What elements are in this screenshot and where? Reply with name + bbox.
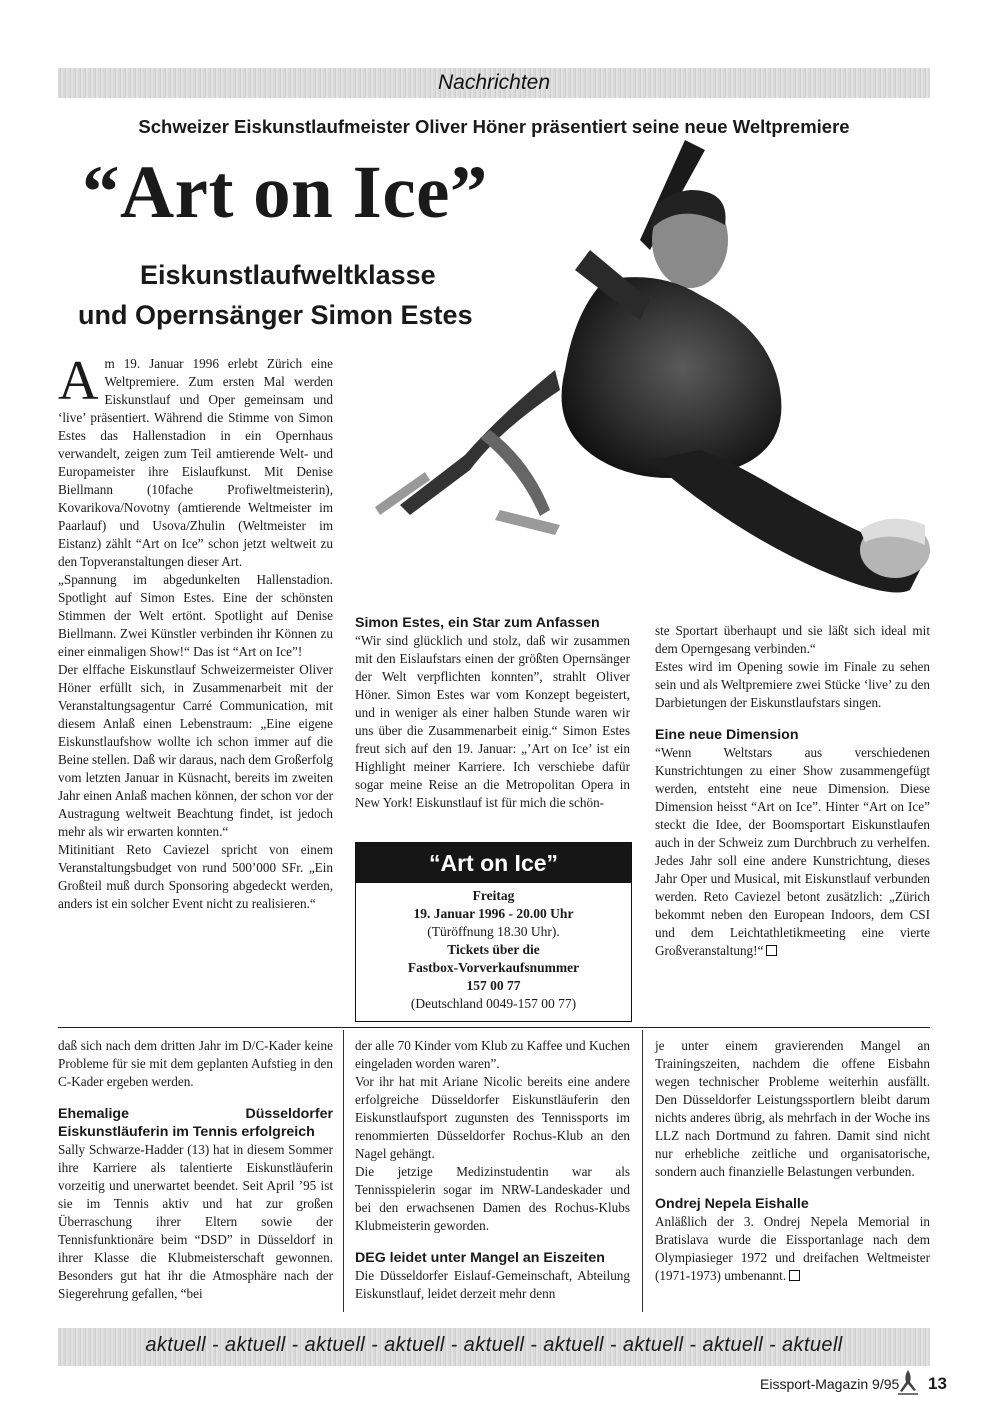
paragraph: Vor ihr hat mit Ariane Nicolic bereits eine andere erfolgreiche Düsseldorfer Eiskunstläuferin den Eiskunstlaufsport zugunsten des Tennissports im renommierten Düsseldorfer Rochus-Klub an den Nagel gehängt.	[355, 1074, 630, 1161]
column-heading: Ehemalige Düsseldorfer Eiskunstläuferin im Tennis erfolgreich	[58, 1106, 333, 1140]
end-mark-icon	[766, 945, 777, 956]
article-column-3	[655, 622, 930, 960]
paragraph: Die jetzige Medizinstudentin war als Tennisspielerin sogar im NRW-Landeskader und bei den erwachsenen Damen des Rochus-Klubs Klubmeisterin geworden.	[355, 1164, 630, 1233]
paragraph: Mitinitiant Reto Caviezel spricht von einem Veranstaltungsbudget von rund 500’000 SFr. „Ein Großteil muß durch Sponsoring abgedeckt werden, anders ist ein solcher Event nicht zu realisieren.“	[58, 842, 333, 911]
paragraph: „Spannung im abgedunkelten Hallenstadion. Spotlight auf Simon Estes. Eine der schönsten Stimmen der Welt ertönt. Spotlight auf Denise Biellmann. Zwei Künstler verbinden ihr Können zu einer einmaligen Show!“ Das ist “Art on Ice”!	[58, 572, 333, 659]
paragraph-text: “Wenn Weltstars aus verschiedenen Kunstrichtungen zu einer Show zusammengefügt werden, entsteht eine neue Dimension. Diese Dimension heisst “Art on Ice”. Hinter “Art on Ice” steckt die Idee, der Boomsportart Eiskunstlaufen auch in der Schweiz zum Durchbruch zu verhelfen. Jedes Jahr soll eine andere Kunstrichtung, dieses Jahr Oper und Musical, mit Eiskunstlauf verbunden werden. Reto Caviezel betont zusätzlich: „Zürich bekommt neben den European Indoors, dem CSI und dem Leichtathletikmeeting eine vierte Großveranstaltung!“	[655, 745, 930, 958]
subtitle-line-1: Eiskunstlaufweltklasse	[140, 260, 436, 290]
drop-cap: A	[58, 350, 99, 412]
skater-logo-icon	[896, 1368, 920, 1396]
section-label: Nachrichten	[437, 71, 551, 94]
paragraph-text: Anläßlich der 3. Ondrej Nepela Memorial in Bratislava wurde die Eissportanlage nach dem Olympiasieger 1972 und dreifachen Weltmeister (1971-1973) umbenannt.	[655, 1214, 930, 1283]
paragraph: Sally Schwarze-Hadder (13) hat in diesem Sommer ihre Karriere als talentierte Eiskunstläuferin vorzeitig und unerwartet beendet. Seit April ’95 ist sie im Tennis aktiv und hat zur großen Überraschung ihrer Eltern sowie der Tennisfunktionäre beim “DSD” in Düsseldorf in ihrer Klasse die Klubmeisterschaft gewonnen. Besonders gut hat ihr die Atmosphäre nach der Siegerehrung gefallen, “bei	[58, 1142, 333, 1301]
lower-column-2	[355, 1037, 630, 1303]
paragraph: Estes wird im Opening sowie im Finale zu sehen sein und als Weltpremiere zwei Stücke ‘live’ zu den Darbietungen der Eiskunstlaufstars singen.	[655, 659, 930, 710]
article-column-2	[355, 614, 630, 812]
box-day: Freitag	[472, 888, 515, 903]
paragraph	[655, 744, 930, 960]
end-mark-icon	[789, 1270, 800, 1281]
box-tickets-2: Fastbox-Vorverkaufsnummer	[407, 960, 580, 975]
box-doors: (Türöffnung 18.30 Uhr).	[427, 924, 560, 939]
event-info-box	[355, 842, 632, 1022]
lower-column-1	[58, 1037, 333, 1303]
paragraph: daß sich nach dem dritten Jahr im D/C-Kader keine Probleme für sie mit dem geplanten Aufstieg in den C-Kader ergeben werden.	[58, 1038, 333, 1089]
footer-banner: aktuell - aktuell - aktuell - aktuell - aktuell - aktuell - aktuell - aktuell - aktuell	[145, 1334, 843, 1356]
subtitle-line-2: und Opernsänger Simon Estes	[78, 300, 473, 330]
magazine-name: Eissport-Magazin 9/95	[760, 1376, 900, 1392]
paragraph: Die Düsseldorfer Eislauf-Gemeinschaft, Abteilung Eiskunstlauf, leidet derzeit mehr denn	[355, 1268, 630, 1301]
box-number: 157 00 77	[466, 978, 521, 993]
section-divider	[58, 1027, 930, 1028]
page-number: 13	[928, 1374, 947, 1393]
kicker: Schweizer Eiskunstlaufmeister Oliver Höner präsentiert seine neue Weltpremiere	[138, 116, 850, 137]
headline: “Art on Ice”	[82, 151, 488, 234]
column-heading: Eine neue Dimension	[655, 727, 799, 743]
box-date: 19. Januar 1996 - 20.00 Uhr	[413, 906, 574, 921]
box-title: “Art on Ice”	[356, 843, 631, 883]
column-heading: Ondrej Nepela Eishalle	[655, 1196, 809, 1212]
paragraph: je unter einem gravierenden Mangel an Trainingszeiten, nachdem die offene Eisbahn wegen technischer Probleme weiterhin ausfällt. Den Düsseldorfer Leistungssportlern bleibt darum nichts anderes übrig, als mehrfach in der Woche ins LLZ nach Dortmund zu fahren. Damit sind nicht nur erhebliche zeitliche und organisatorische, sondern auch finanzielle Belastungen verbunden.	[655, 1038, 930, 1179]
box-germany: (Deutschland 0049-157 00 77)	[410, 996, 577, 1011]
paragraph: “Wir sind glücklich und stolz, daß wir zusammen mit den Eislaufstars einen der größten Opernsänger der Welt verpflichten konnten”, strahlt Oliver Höner. Simon Estes war vom Konzept begeistert, und in weniger als einer halben Stunde waren wir uns über die Zusammenarbeit einig.“ Simon Estes freut sich auf den 19. Januar: „’Art on Ice’ ist ein Highlight meiner Karriere. Ich verschiebe dafür sogar meine Reise an die Metropolitan Opera in New York! Eiskunstlauf ist für mich die schön-	[355, 633, 630, 810]
paragraph: ste Sportart überhaupt und sie läßt sich ideal mit dem Operngesang verbinden.“	[655, 623, 930, 656]
paragraph: Der elffache Eiskunstlauf Schweizermeister Oliver Höner erfüllt sich, in Zusammenarbeit mit der Veranstaltungsagentur Carré Communication, mit diesem Anlaß einen Lebenstraum: „Eine eigene Eiskunstlaufshow wollte ich schon immer auf die Beine stellen. Daß wir daraus, nach dem Großerfolg vom letzten Januar in Küsnacht, bereits im zweiten Jahr einen Anlaß machen können, der schon vor der Austragung weltweit Beachtung findet, ist jedoch mehr als wir erwarten konnten.“	[58, 662, 334, 839]
article-column-1	[58, 350, 334, 913]
column-rule	[343, 1030, 344, 1312]
paragraph: der alle 70 Kinder vom Klub zu Kaffee und Kuchen eingeladen worden waren”.	[355, 1038, 630, 1071]
paragraph	[655, 1213, 930, 1285]
column-heading: Simon Estes, ein Star zum Anfassen	[355, 615, 600, 631]
lower-column-3	[655, 1037, 930, 1285]
skaters-photo	[350, 130, 930, 612]
column-heading: DEG leidet unter Mangel an Eiszeiten	[355, 1250, 605, 1266]
paragraph: m 19. Januar 1996 erlebt Zürich eine Weltpremiere. Zum ersten Mal werden Eiskunstlauf und Oper gemeinsam und ‘live’ präsentiert. Während die Stimme von Simon Estes das Hallenstadion in ein Opernhaus verwandelt, zeigen zum Teil amtierende Welt- und Europameister ihre Eislaufkunst. Mit Denise Biellmann (10fache Profiweltmeisterin), Kovarikova/Novotny (amtierende Weltmeister im Paarlauf) und Usova/Zhulin (Weltmeister im Eistanz) zählt “Art on Ice” schon jetzt weltweit zu den Topveranstaltungen dieser Art.	[58, 356, 333, 569]
box-tickets-1: Tickets über die	[447, 942, 540, 957]
column-rule	[642, 1030, 643, 1312]
